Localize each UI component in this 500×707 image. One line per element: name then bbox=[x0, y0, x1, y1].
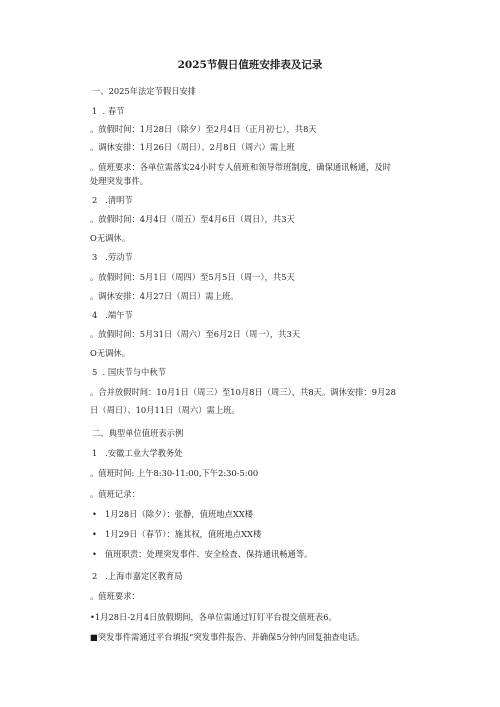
qingming-heading: 2 .清明节 bbox=[92, 195, 133, 205]
spring-req-line2: 处理突发事件。 bbox=[90, 176, 149, 186]
bullet-icon: • bbox=[92, 549, 97, 559]
spring-req-line1: 。值班要求：各单位需落实24小时专人值班和领导带班制度，确保通讯畅通，及时 bbox=[90, 162, 391, 172]
national-line2: 日（周日）、10月11日（周六）需上班。 bbox=[90, 405, 240, 415]
spring-off: 。放假时间：1月28日（除夕）至2月4日（正月初七），共8天 bbox=[90, 124, 317, 134]
dragon-adjust: O无调休。 bbox=[90, 348, 130, 358]
qingming-adjust: O无调休。 bbox=[90, 233, 130, 243]
ahut-record-2: 1月29日（春节）：施其权，值班地点XX楼 bbox=[105, 529, 262, 539]
national-heading: 5 . 国庆节与中秋节 bbox=[92, 367, 166, 377]
jiading-heading: 2 .上海市嘉定区教育局 bbox=[92, 571, 183, 581]
bullet-icon: • bbox=[92, 509, 97, 519]
dragon-off: 。放假时间：5月31日（周六）至6月2日（周一），共3天 bbox=[90, 329, 301, 339]
ahut-records-label: 。值班记录： bbox=[90, 489, 140, 499]
ahut-record-1: 1月28日（除夕）：张静，值班地点XX楼 bbox=[105, 509, 253, 519]
spring-heading: 1 . 春节 bbox=[92, 106, 125, 116]
jiading-req-2: ■突发事件需通过平台填报“突发事件报告、并确保5分钟内回复抽查电话。 bbox=[90, 632, 365, 642]
ahut-heading: 1 .安徽工业大学教务处 bbox=[92, 448, 183, 458]
national-line1: 。合并放假时间：10月1日（周三）至10月8日（周三），共8天。调休安排：9月28 bbox=[90, 387, 396, 397]
qingming-off: 。放假时间：4月4日（周五）至4月6日（周日），共3天 bbox=[90, 214, 295, 224]
ahut-hours: 。值班时间: 上午8:30-11:00,下午2:30-5:00 bbox=[90, 468, 259, 478]
labor-heading: 3 .劳动节 bbox=[92, 252, 133, 262]
section-2-heading: 二、典型单位值班表示例 bbox=[92, 428, 184, 438]
bullet-icon: • bbox=[92, 529, 97, 539]
labor-off: 。放假时间：5月1日（周四）至5月5日（周一），共5天 bbox=[90, 272, 295, 282]
labor-adjust: 。调休安排：4月27日（周日）需上班。 bbox=[90, 291, 239, 301]
section-1-heading: 一、2025年法定节假日安排 bbox=[92, 86, 197, 96]
spring-adjust: 。调休安排：1月26日（周日）、2月8日（周六）需上班 bbox=[90, 142, 295, 152]
dragon-heading: 4 .端午节 bbox=[92, 310, 133, 320]
jiading-req-label: 。值班要求： bbox=[90, 591, 140, 601]
jiading-req-1: •1月28日-2月4日放假期间，各单位需通过钉钉平台提交值班表6。 bbox=[90, 612, 337, 622]
ahut-duties: 值班职责：处理突发事件、安全检查、保持通讯畅通等。 bbox=[105, 549, 313, 559]
document-title: 2025节假日值班安排表及记录 bbox=[177, 59, 323, 71]
